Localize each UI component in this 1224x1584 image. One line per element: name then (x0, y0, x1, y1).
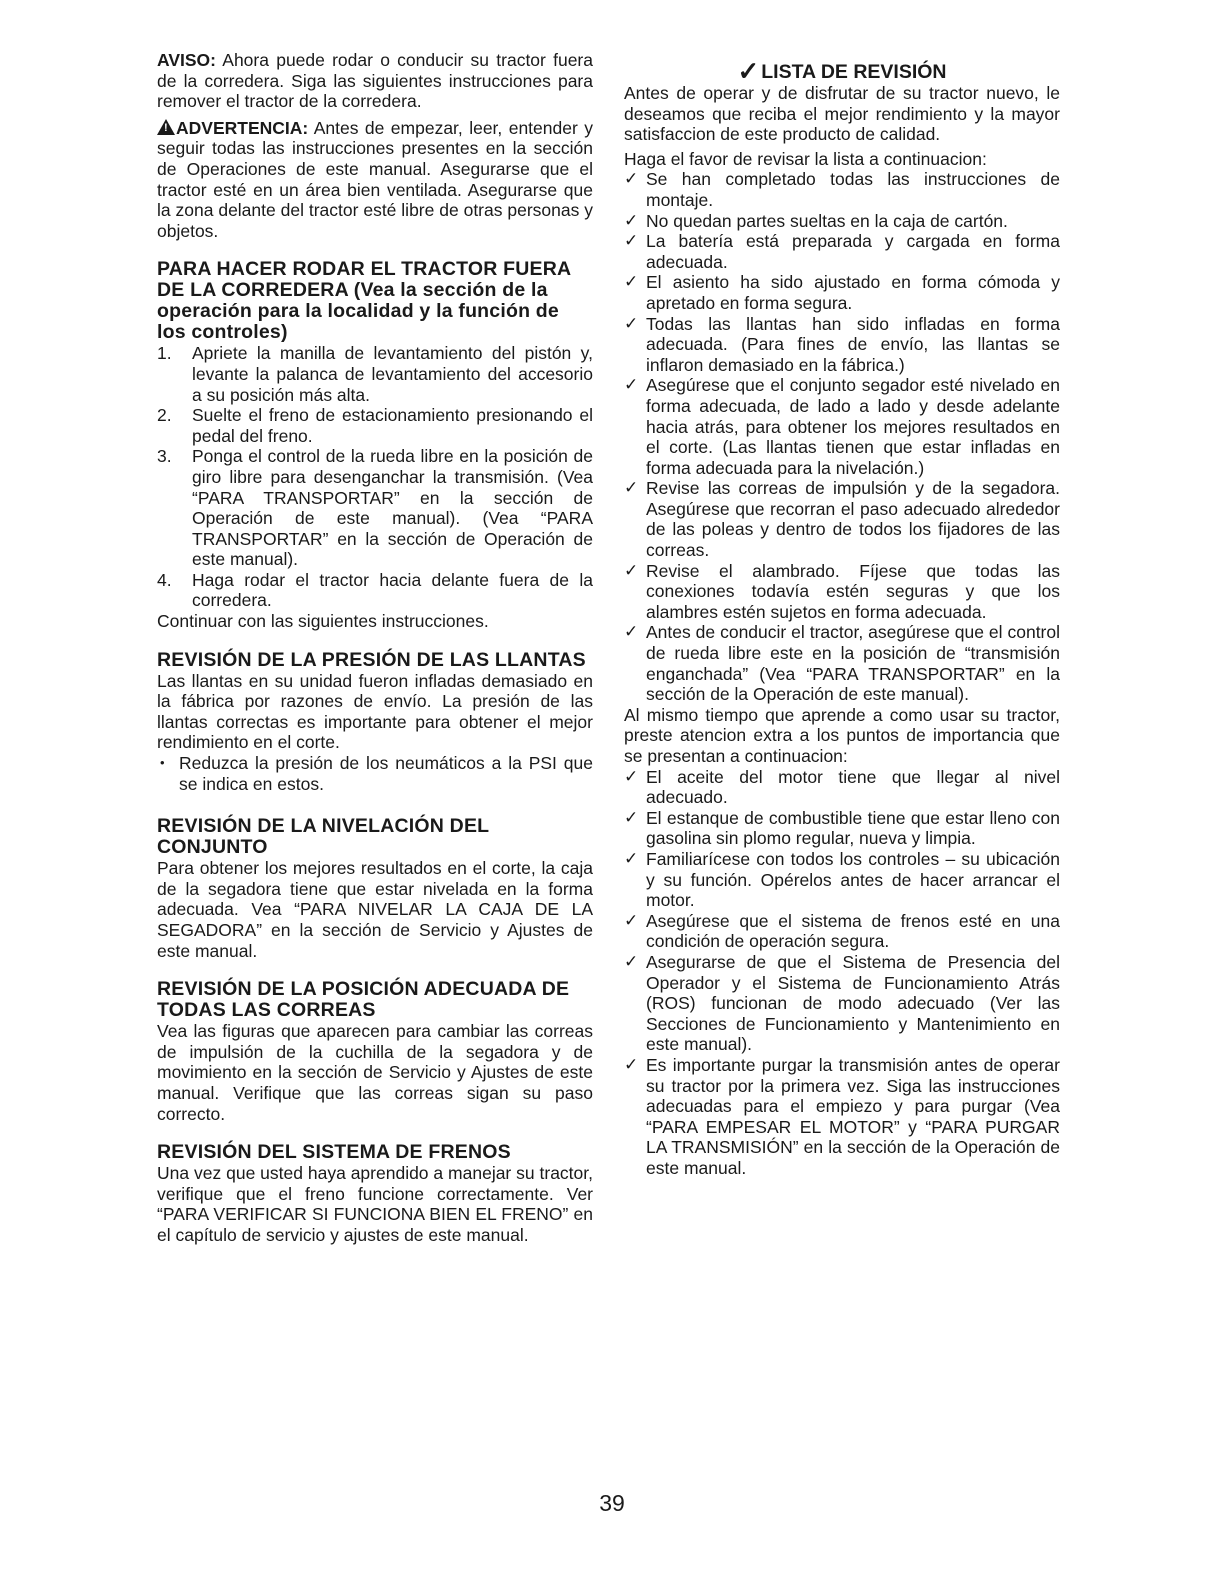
advertencia-label: ADVERTENCIA: (176, 117, 309, 138)
advertencia-text: Antes de empezar, leer, entender y seguir todas las instrucciones presentes en la sección de Operaciones de este manual. Asegurarse que el tractor esté en un área bien ventilada. Asegurarse que la zona delante del tractor esté libre de otras personas y objetos. (157, 117, 593, 241)
list-item: • Reduzca la presión de los neumáticos a la PSI que se indica en estos. (157, 753, 593, 794)
checkmark-icon: ✓ (624, 272, 639, 292)
list-item: ✓ No quedan partes sueltas en la caja de cartón. (624, 210, 1008, 231)
lista-middle: Al mismo tiempo que aprende a como usar su tractor, preste atencion extra a los puntos de importancia que se presentan a continuacion: (624, 704, 1060, 766)
list-item: 1. Apriete la manilla de levantamiento del pistón y, levante la palanca de levantamiento del accesorio a su posición más alta. (157, 343, 593, 405)
left-column (157, 50, 593, 1246)
section-frenos (157, 1142, 593, 1245)
checkmark-icon: ✓ (624, 210, 639, 230)
checklist-operation (624, 767, 1060, 1179)
checklist-assembly (624, 169, 1060, 704)
nivelacion-text: Para obtener los mejores resultados en el corte, la caja de la segadora tiene que estar nivelada en la forma adecuada. Vea “PARA NIVELAR LA CAJA DE LA SEGADORA” en la sección de Servicio y Ajustes de este manual. (157, 858, 593, 961)
list-item: ✓ El estanque de combustible tiene que estar lleno con gasolina sin plomo regular, nueva y limpia. (624, 807, 1060, 849)
lista-intro2: Haga el favor de revisar la lista a continuacion: (624, 148, 987, 169)
checkmark-icon: ✓ (624, 478, 639, 498)
aviso-paragraph (157, 50, 593, 112)
list-item: ✓ Se han completado todas las instrucciones de montaje. (624, 169, 1060, 210)
rodar-continue: Continuar con las siguientes instrucciones. (157, 611, 489, 632)
list-item: ✓ Asegúrese que el sistema de frenos esté en una condición de operación segura. (624, 910, 1060, 952)
page-number: 39 (599, 1490, 625, 1516)
checkmark-icon: ✓ (624, 313, 639, 333)
list-item: ✓ Antes de conducir el tractor, asegúrese que el control de rueda libre este en la posición de “transmisión enganchada” (Vea “PARA TRANSPORTAR” en la sección de la Operación de este manual). (624, 622, 1060, 705)
presion-text: Las llantas en su unidad fueron infladas demasiado en la fábrica por razones de envío. La presión de las llantas correctas es importante para obtener el mejor rendimiento en el corte. (157, 670, 593, 753)
checkmark-icon: ✓ (624, 1054, 639, 1074)
aviso-text: Ahora puede rodar o conducir su tractor fuera de la corredera. Siga las siguientes instrucciones para remover el tractor de la corredera. (157, 50, 593, 112)
right-column (624, 50, 1060, 1178)
warning-triangle-icon: ! (157, 119, 175, 135)
checkmark-icon: ✓ (624, 951, 639, 971)
list-item: ✓ Revise el alambrado. Fíjese que todas las conexiones todavía estén seguras y que los alambres estén sujetos en forma adecuada. (624, 560, 1060, 622)
lista-intro: Antes de operar y de disfrutar de su tractor nuevo, le deseamos que reciba el mejor rendimiento y la mayor satisfaccion de este producto de calidad. (624, 83, 1060, 145)
aviso-label: AVISO: (157, 50, 216, 70)
heading-frenos: REVISIÓN DEL SISTEMA DE FRENOS (157, 1141, 511, 1164)
section-rodar (157, 259, 593, 631)
checkmark-icon: ✓ (624, 848, 639, 868)
heading-correas: REVISIÓN DE LA POSICIÓN ADECUADA DE TODAS LAS CORREAS (157, 978, 570, 1022)
lista-title (624, 56, 1060, 86)
checkmark-icon: ✓ (624, 169, 639, 189)
list-item: ✓ Asegúrese que el conjunto segador esté nivelado en forma adecuada, de lado a lado y desde adelante hacia atrás, para obtener los mejores resultados en el corte. (Las llantas tienen que estar infladas en forma adecuada para la nivelación.) (624, 375, 1060, 478)
list-item: ✓ El aceite del motor tiene que llegar al nivel adecuado. (624, 766, 1060, 808)
heading-nivelacion: REVISIÓN DE LA NIVELACIÓN DEL CONJUNTO (157, 815, 489, 859)
checkmark-icon: ✓ (624, 807, 639, 827)
checkmark-icon: ✓ (737, 56, 760, 86)
section-correas (157, 979, 593, 1124)
heading-rodar: PARA HACER RODAR EL TRACTOR FUERA DE LA CORREDERA (Vea la sección de la operación para la localidad y la función de los controles) (157, 258, 571, 344)
list-item: ✓ La batería está preparada y cargada en forma adecuada. (624, 231, 1060, 272)
list-item: ✓ Familiarícese con todos los controles – su ubicación y su función. Opérelos antes de hacer arrancar el motor. (624, 848, 1060, 911)
heading-presion: REVISIÓN DE LA PRESIÓN DE LAS LLANTAS (157, 648, 586, 671)
checkmark-icon: ✓ (624, 231, 639, 251)
checkmark-icon: ✓ (624, 910, 639, 930)
list-item: ✓ Es importante purgar la transmisión antes de operar su tractor por la primera vez. Siga las instrucciones adecuadas para el empiezo y para purgar (Vea “PARA EMPESAR EL MOTOR” y “PARA PURGAR LA TRANSMISIÓN” en la sección de la Operación de este manual. (624, 1054, 1060, 1178)
frenos-text: Una vez que usted haya aprendido a manejar su tractor, verifique que el freno funcione correctamente. Ver “PARA VERIFICAR SI FUNCIONA BIEN EL FRENO” en el capítulo de servicio y ajustes de este manual. (157, 1163, 593, 1245)
checkmark-icon: ✓ (624, 622, 639, 642)
checkmark-icon: ✓ (624, 766, 639, 786)
list-item: 4. Haga rodar el tractor hacia delante fuera de la corredera. (157, 569, 593, 611)
list-item: ✓ Asegurarse de que el Sistema de Presencia del Operador y el Sistema de Funcionamiento Atrás (ROS) funcionan de modo adecuado (Ver las Secciones de Funcionamiento y Mantenimiento en este manual). (624, 951, 1060, 1055)
advertencia-paragraph (157, 118, 593, 242)
rodar-steps (157, 343, 593, 611)
section-presion (157, 650, 593, 795)
lista-heading: LISTA DE REVISIÓN (761, 61, 947, 83)
list-item: 2. Suelte el freno de estacionamiento presionando el pedal del freno. (157, 405, 593, 446)
list-item: ✓ Todas las llantas han sido infladas en forma adecuada. (Para fines de envío, las llantas se inflaron demasiado en la fábrica.) (624, 313, 1060, 375)
checkmark-icon: ✓ (624, 375, 639, 395)
list-item: 3. Ponga el control de la rueda libre en la posición de giro libre para desenganchar la transmisión. (Vea “PARA TRANSPORTAR” en la sección de Operación de este manual). (Vea “PARA TRANSPORTAR” en la sección de Operación de este manual). (157, 446, 593, 570)
checkmark-icon: ✓ (624, 560, 639, 580)
presion-bullets (157, 753, 593, 794)
list-item: ✓ El asiento ha sido ajustado en forma cómoda y apretado en forma segura. (624, 272, 1060, 313)
section-nivelacion (157, 816, 593, 961)
list-item: ✓ Revise las correas de impulsión y de la segadora. Asegúrese que recorran el paso adecuado alrededor de las poleas y dentro de todos los fijadores de las correas. (624, 478, 1060, 561)
correas-text: Vea las figuras que aparecen para cambiar las correas de impulsión de la cuchilla de la segadora y de movimiento en la sección de Servicio y Ajustes de este manual. Verifique que las correas sigan su paso correcto. (157, 1021, 593, 1124)
